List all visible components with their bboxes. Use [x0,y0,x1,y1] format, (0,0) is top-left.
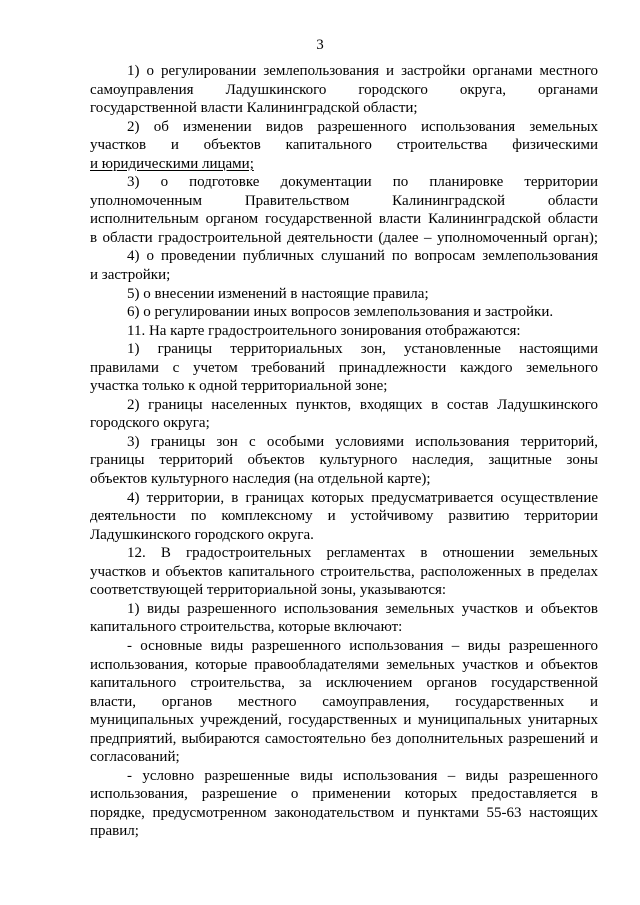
text-line: 4) о проведении публичных слушаний по вопросам землепользования [127,248,598,265]
text-line: капитального строительства, за исключением органов государственной [90,675,598,692]
text-line: 1) виды разрешенного использования земельных участков и объектов [127,600,598,617]
text-line: капитального строительства, которые включают: [90,619,403,636]
text-line: городского округа; [90,415,210,432]
text-line: порядке, предусмотренном законодательством и пунктами 55-63 настоящих [90,804,598,821]
text-line: участков и объектов капитального строительства, расположенных в пределах [90,563,598,580]
text-line: и юридическими лицами; [90,155,254,172]
text-line: участка только к одной территориальной зоне; [90,378,388,395]
text-line: государственной власти Калининградской области; [90,100,418,117]
text-line: 1) границы территориальных зон, установленные настоящими [127,341,598,358]
page-number: 3 [316,37,324,53]
text-line: соответствующей территориальной зоны, указываются: [90,582,447,599]
text-line: - условно разрешенные виды использования – виды разрешенного [127,767,598,784]
text-line: 2) границы населенных пунктов, входящих в состав Ладушкинского [127,396,598,413]
text-line: - основные виды разрешенного использования – виды разрешенного [127,637,598,654]
text-line: 3) о подготовке документации по планировке территории [127,174,598,191]
text-line: использования, разрешение о применении которых предоставляется в [90,786,598,803]
text-line: власти, органов местного самоуправления, государственных и [90,693,598,710]
text-line: 12. В градостроительных регламентах в отношении земельных [127,545,598,562]
text-line: муниципальных учреждений, государственных и муниципальных унитарных [90,712,598,729]
text-line: 5) о внесении изменений в настоящие правила; [127,285,429,302]
text-line: согласований; [90,749,180,766]
text-line: 3) границы зон с особыми условиями использования территорий, [127,433,598,450]
text-line: 4) территории, в границах которых предусматривается осуществление [127,489,598,506]
text-line: участков и объектов капитального строительства физическими [90,137,598,154]
text-line: 6) о регулировании иных вопросов землепользования и застройки. [127,304,554,321]
document-body [90,62,598,841]
text-line: 11. На карте градостроительного зонирования отображаются: [127,322,521,339]
text-line: Ладушкинского городского округа. [90,526,314,543]
text-line: уполномоченным Правительством Калининградской области [90,192,598,209]
text-line: самоуправления Ладушкинского городского округа, органами [90,81,598,98]
text-line: 2) об изменении видов разрешенного использования земельных [127,118,598,135]
text-line: деятельности по комплексному и устойчивому развитию территории [90,508,598,525]
text-line: 1) о регулировании землепользования и застройки органами местного [127,63,598,79]
text-line: правилами с учетом требований принадлежности каждого земельного [90,359,598,376]
text-line: в области градостроительной деятельности (далее – уполномоченный орган); [90,229,598,246]
text-line: правил; [90,823,139,840]
text-line: и застройки; [90,267,171,284]
text-line: исполнительным органом государственной власти Калининградской области [90,211,598,228]
text-line: предприятий, выбираются самостоятельно без дополнительных разрешений и [90,730,598,747]
text-line: использования, которые правообладателями земельных участков и объектов [90,656,598,673]
text-line: границы территорий объектов культурного наследия, защитные зоны [90,452,598,469]
text-line: объектов культурного наследия (на отдельной карте); [90,471,431,488]
